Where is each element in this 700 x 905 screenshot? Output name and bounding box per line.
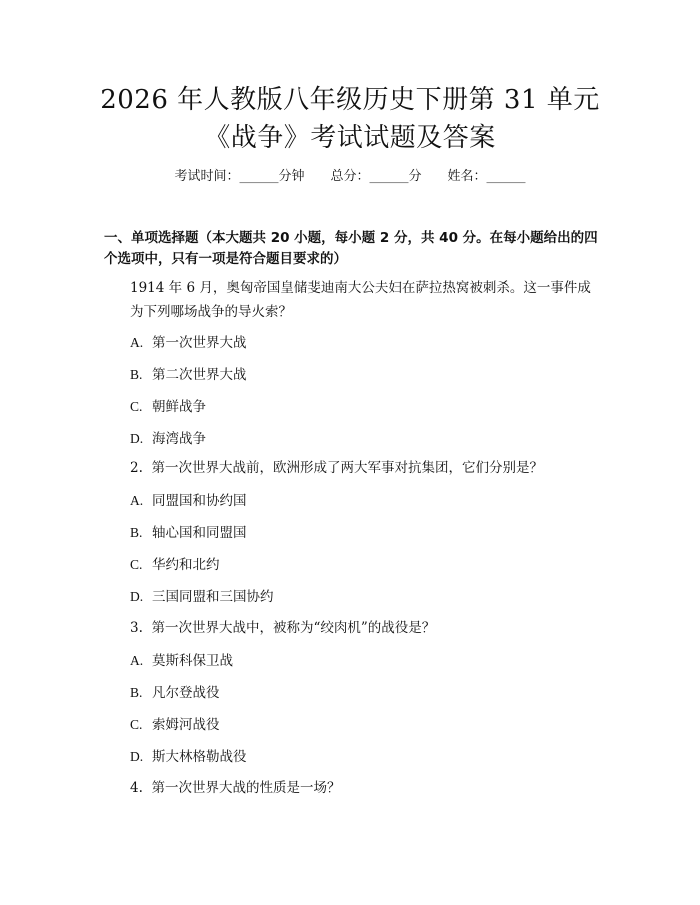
question-2-text bbox=[104, 456, 543, 480]
question-1-stem bbox=[104, 276, 598, 324]
option-text: 朝鲜战争 bbox=[152, 399, 206, 415]
option-text: 第二次世界大战 bbox=[152, 367, 247, 383]
total-score-field: 总分：______分 bbox=[330, 169, 422, 184]
student-name-field: 姓名：______ bbox=[447, 169, 526, 184]
question-stem-text: 第一次世界大战中，被称为“绞肉机”的战役是？ bbox=[151, 620, 436, 636]
question-1-option-d bbox=[130, 429, 206, 449]
question-4-text bbox=[104, 776, 340, 800]
option-text: 轴心国和同盟国 bbox=[152, 525, 247, 541]
question-4-stem bbox=[104, 776, 598, 800]
question-1-option-a bbox=[130, 333, 247, 353]
exam-meta bbox=[0, 168, 700, 186]
question-3-option-b bbox=[130, 683, 220, 703]
question-2-option-b bbox=[130, 523, 247, 543]
option-letter: A. bbox=[130, 493, 144, 508]
question-3-text bbox=[104, 616, 435, 640]
question-2-stem bbox=[104, 456, 598, 480]
option-letter: D. bbox=[130, 589, 144, 604]
question-2-option-c bbox=[130, 555, 220, 575]
option-letter: B. bbox=[130, 525, 143, 540]
question-number: 4. bbox=[130, 780, 143, 796]
question-1-text: 1914 年 6 月，奥匈帝国皇储斐迪南大公夫妇在萨拉热窝被刺杀。这一事件成为下列哪场战争的导火索？ bbox=[130, 280, 591, 320]
option-text: 海湾战争 bbox=[152, 431, 206, 447]
option-text: 华约和北约 bbox=[152, 557, 220, 573]
question-number: 3. bbox=[130, 620, 143, 636]
section-heading: 一、单项选择题（本大题共 20 小题，每小题 2 分，共 40 分。在每小题给出的四个选项中，只有一项是符合题目要求的） bbox=[104, 230, 598, 267]
option-letter: B. bbox=[130, 367, 143, 382]
option-letter: C. bbox=[130, 717, 143, 732]
question-2-option-a bbox=[130, 491, 247, 511]
question-stem-text: 第一次世界大战的性质是一场？ bbox=[151, 780, 341, 796]
question-2-option-d bbox=[130, 587, 274, 607]
question-stem-text: 第一次世界大战前，欧洲形成了两大军事对抗集团，它们分别是？ bbox=[151, 460, 543, 476]
option-letter: D. bbox=[130, 749, 144, 764]
option-text: 莫斯科保卫战 bbox=[152, 653, 233, 669]
option-letter: A. bbox=[130, 335, 144, 350]
question-1-option-c bbox=[130, 397, 206, 417]
option-text: 斯大林格勒战役 bbox=[152, 749, 247, 765]
question-3-option-a bbox=[130, 651, 233, 671]
option-letter: D. bbox=[130, 431, 144, 446]
page-title-line-1: 2026 年人教版八年级历史下册第 31 单元 bbox=[100, 85, 600, 115]
option-text: 索姆河战役 bbox=[152, 717, 220, 733]
option-letter: C. bbox=[130, 399, 143, 414]
option-text: 同盟国和协约国 bbox=[152, 493, 247, 509]
option-text: 凡尔登战役 bbox=[152, 685, 220, 701]
question-3-stem bbox=[104, 616, 598, 640]
exam-time-field: 考试时间：______分钟 bbox=[174, 169, 305, 184]
question-number: 2. bbox=[130, 460, 143, 476]
question-3-option-c bbox=[130, 715, 220, 735]
option-text: 第一次世界大战 bbox=[152, 335, 247, 351]
page-title-line-2: 《战争》考试试题及答案 bbox=[204, 123, 496, 153]
option-letter: A. bbox=[130, 653, 144, 668]
option-letter: C. bbox=[130, 557, 143, 572]
question-1-option-b bbox=[130, 365, 247, 385]
question-3-option-d bbox=[130, 747, 247, 767]
option-text: 三国同盟和三国协约 bbox=[152, 589, 274, 605]
option-letter: B. bbox=[130, 685, 143, 700]
